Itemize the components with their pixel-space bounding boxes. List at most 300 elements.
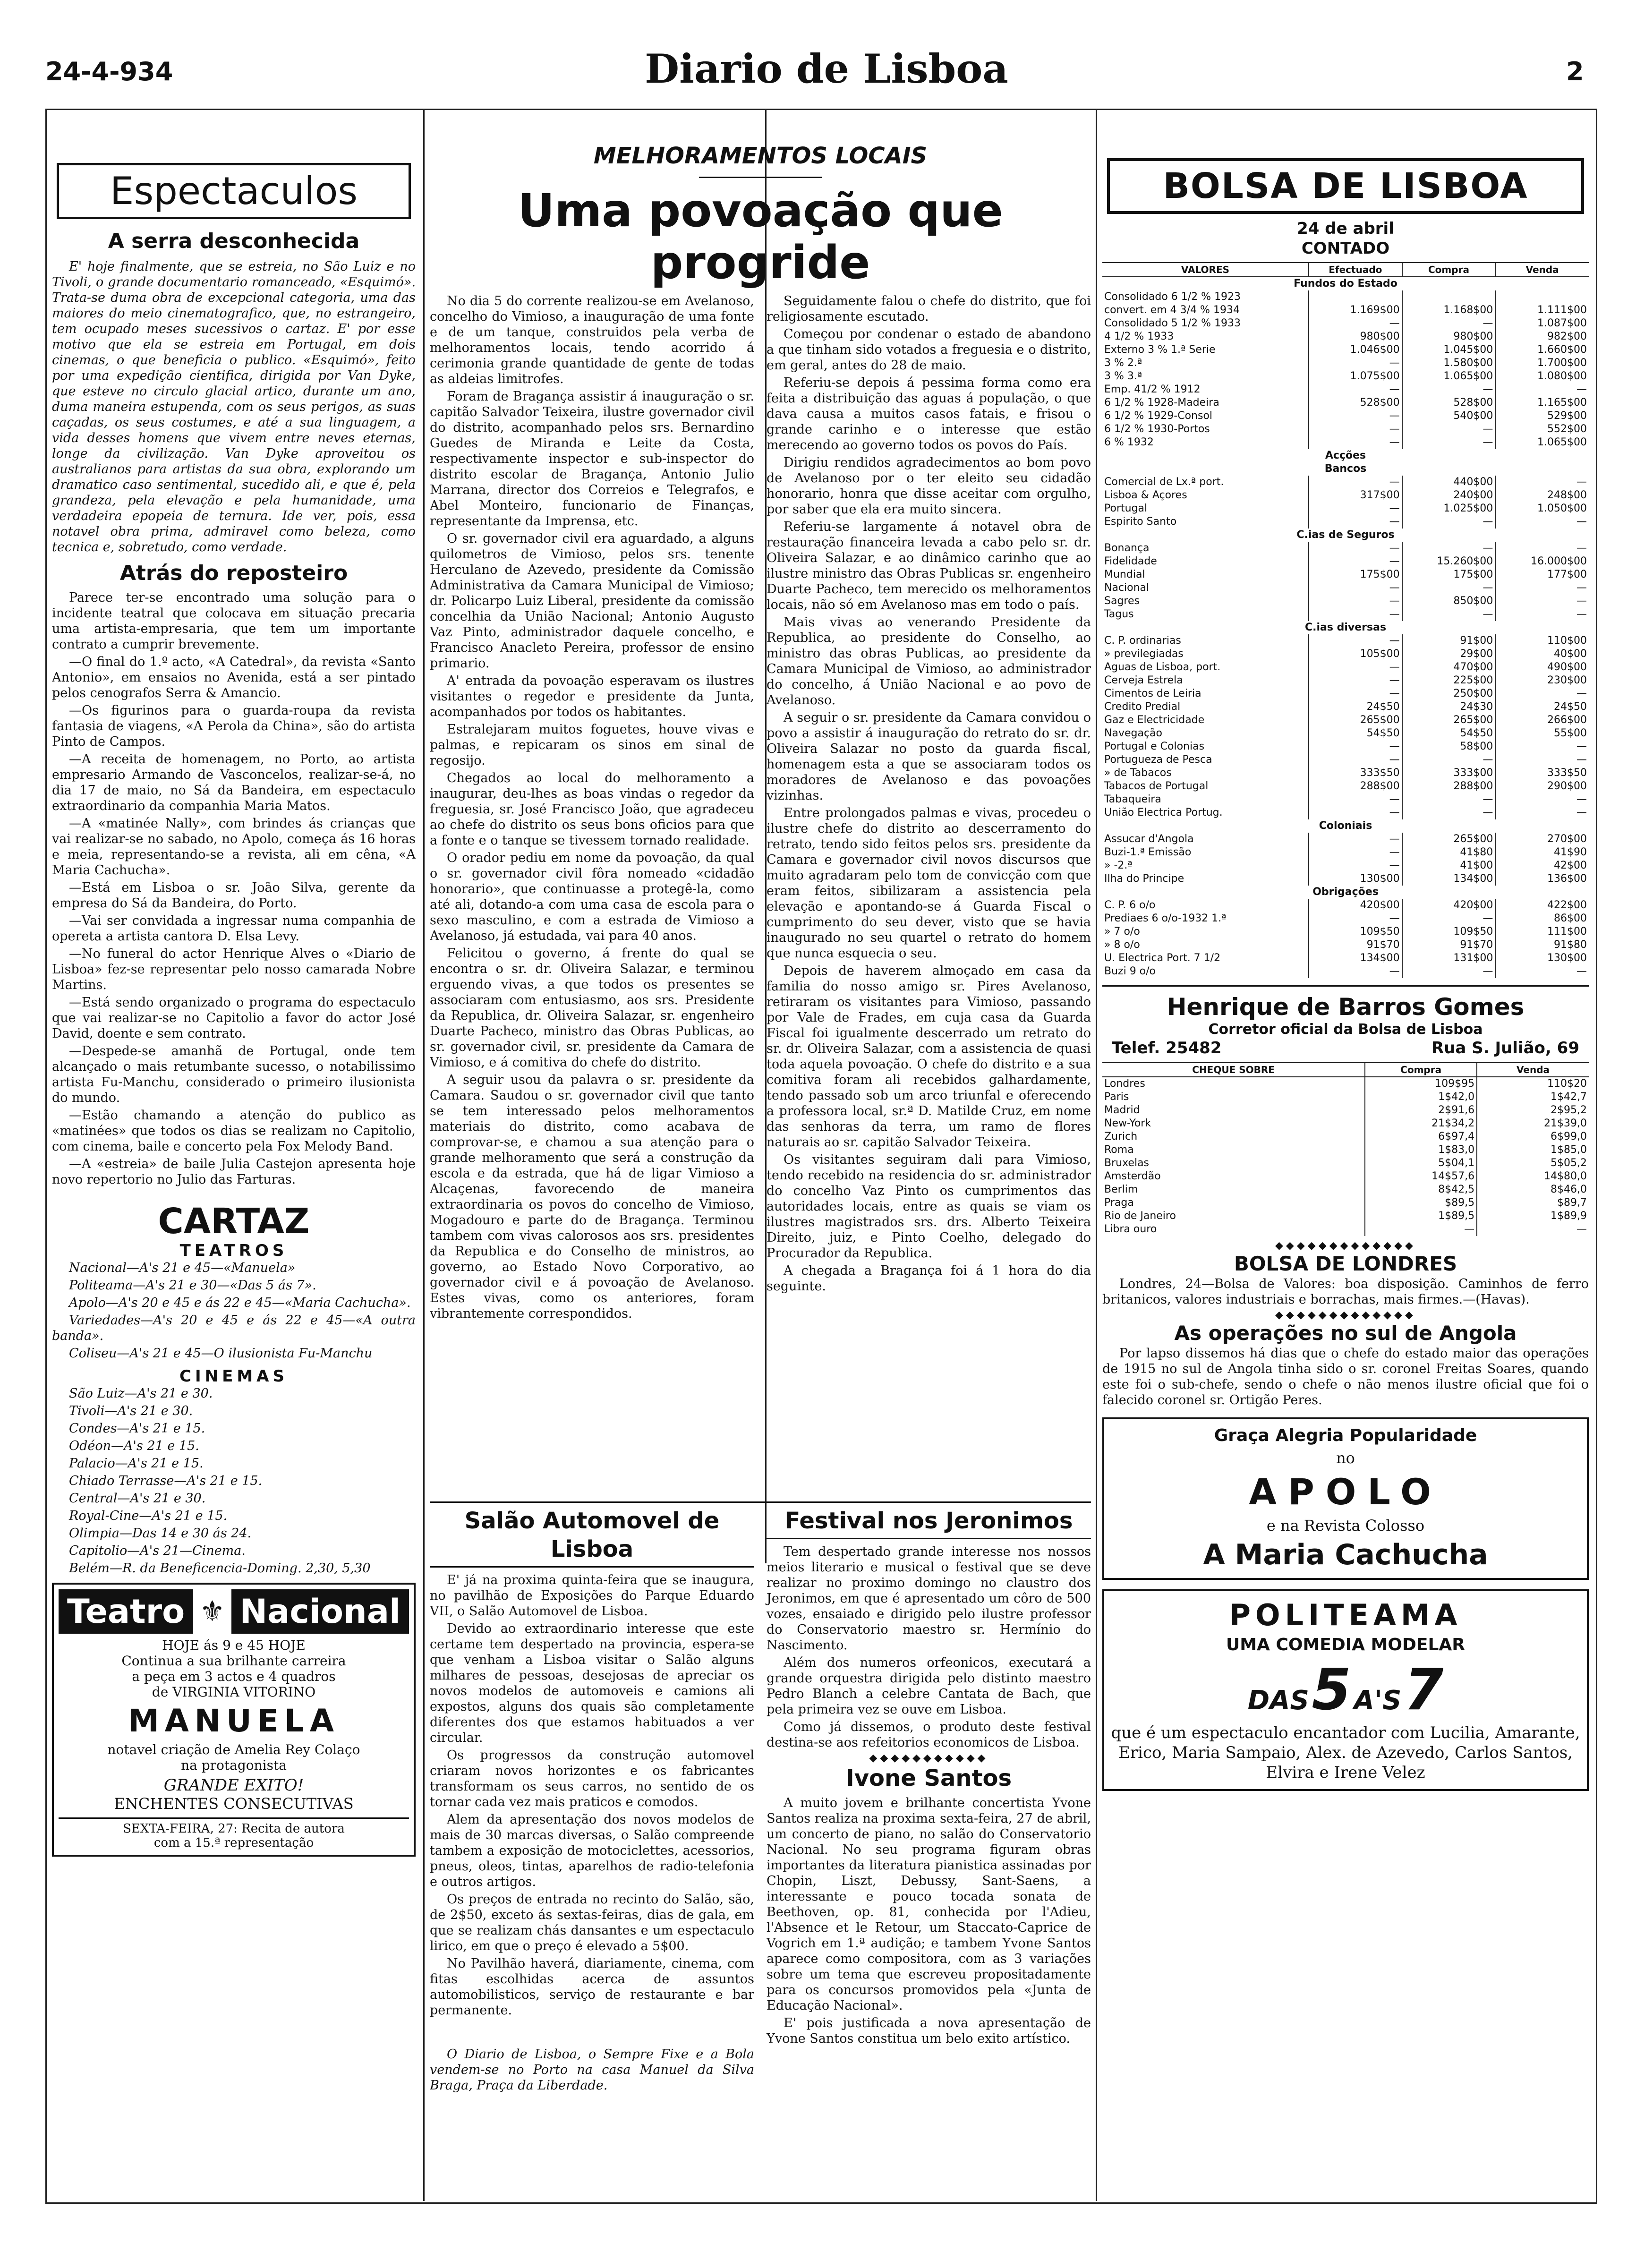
table-row: [1102, 793, 1589, 806]
section-title: Coloniais: [1319, 820, 1372, 832]
kicker: MELHORAMENTOS LOCAIS: [593, 143, 928, 169]
row-value: 5$05,2: [1477, 1157, 1589, 1170]
divider: [1102, 985, 1589, 987]
row-value: —: [1402, 912, 1496, 925]
row-label: Lisboa & Açores: [1104, 489, 1187, 501]
issue-date: 24-4-934: [45, 57, 173, 86]
ad-line: SEXTA-FEIRA, 27: Recita de autora: [59, 1817, 409, 1836]
row-value: 1$42,7: [1477, 1091, 1589, 1104]
corretor-sub: Corretor oficial da Bolsa de Lisboa: [1208, 1021, 1483, 1038]
row-value: 105$00: [1309, 648, 1402, 661]
row-value: 131$00: [1402, 952, 1496, 965]
paragraph: Capitolio—A's 21—Cinema.: [69, 1543, 246, 1558]
table-row: [1102, 938, 1589, 952]
table-row: [1102, 661, 1589, 674]
row-label: 6 1/2 % 1930-Portos: [1104, 423, 1210, 435]
row-value: 265$00: [1402, 833, 1496, 846]
row-value: 1$89,5: [1365, 1210, 1477, 1223]
row-value: 1.065$00: [1495, 436, 1589, 449]
table-row: [1102, 502, 1589, 515]
ad-nacional: Nacional: [231, 1589, 409, 1634]
row-label: » previlegiadas: [1104, 648, 1184, 660]
row-value: —: [1309, 317, 1402, 330]
row-value: 980$00: [1309, 330, 1402, 343]
paragraph: São Luiz—A's 21 e 30.: [69, 1386, 213, 1401]
paragraph: Royal-Cine—A's 21 e 15.: [69, 1509, 228, 1523]
row-value: 24$50: [1309, 700, 1402, 714]
row-label: » -2.ª: [1104, 860, 1133, 871]
table-row: [1102, 370, 1589, 383]
row-label: Gaz e Electricidade: [1104, 714, 1205, 726]
table-row: [1102, 1077, 1589, 1091]
table-row: [1102, 833, 1589, 846]
apolo-ad: [1102, 1417, 1589, 1580]
row-value: 1.045$00: [1402, 343, 1496, 357]
row-value: —: [1309, 965, 1402, 978]
row-value: [1309, 290, 1402, 304]
paragraph: A seguir o sr. presidente da Camara convidou o povo a assistir á inauguração do retrato do sr. dr. Oliveira Salazar no posto da guarda fiscal, homenagem esta a que se associaram todos os moradores de Avelanoso e das povoações vizinhas.: [767, 710, 1091, 803]
row-label: Fidelidade: [1104, 555, 1157, 567]
row-label: 4 1/2 % 1933: [1104, 331, 1174, 342]
table-row: [1102, 714, 1589, 727]
row-value: —: [1309, 846, 1402, 859]
article-col-a: [430, 293, 754, 1498]
row-value: 1.087$00: [1495, 317, 1589, 330]
paragraph: —A «matinée Nally», com brindes ás crianças que vai realizar-se no sabado, no Apolo, começa ás 16 horas e meia, representando-se a revista, ali em cêna, «A Maria Cachucha».: [52, 816, 416, 878]
row-label: Assucar d'Angola: [1104, 833, 1194, 845]
row-value: 980$00: [1402, 330, 1496, 343]
row-label: C. P. 6 o/o: [1104, 899, 1156, 911]
paragraph: Seguidamente falou o chefe do distrito, que foi religiosamente escutado.: [767, 294, 1091, 324]
row-value: 16.000$00: [1495, 555, 1589, 568]
paragraph: Belém—R. da Beneficencia-Doming. 2,30, 5,30: [69, 1561, 371, 1576]
row-value: 91$70: [1402, 938, 1496, 952]
row-value: 265$00: [1309, 714, 1402, 727]
row-label: Amsterdão: [1104, 1170, 1161, 1182]
row-value: 21$39,0: [1477, 1117, 1589, 1130]
column-rule: [1096, 109, 1097, 2201]
row-value: —: [1309, 595, 1402, 608]
row-value: 110$00: [1495, 634, 1589, 648]
row-label: convert. em 4 3/4 % 1934: [1104, 304, 1240, 316]
paragraph: —Os figurinos para o guarda-roupa da revista fantasia de viagens, «A Perola da China», são do artista Pinto de Campos.: [52, 703, 416, 749]
salao-article: [430, 1507, 754, 2095]
paragraph: —A «estreia» de baile Julia Castejon apresenta hoje novo repertorio no Julio das Farturas.: [52, 1157, 416, 1187]
section-title: Acções: [1325, 450, 1366, 461]
table-row: [1102, 1196, 1589, 1210]
ad-line: que é um espectaculo encantador com Lucilia, Amarante, Erico, Maria Sampaio, Alex. de Azevedo, Carlos Santos, Elvira e Irene Velez: [1111, 1723, 1580, 1782]
row-label: Prediaes 6 o/o-1932 1.ª: [1104, 912, 1227, 924]
row-value: —: [1402, 608, 1496, 621]
paragraph: Olimpia—Das 14 e 30 ás 24.: [69, 1526, 252, 1541]
row-value: —: [1495, 595, 1589, 608]
table-row: [1102, 357, 1589, 370]
row-label: Comercial de Lx.ª port.: [1104, 476, 1224, 488]
table-row: [1102, 1091, 1589, 1104]
paragraph: Começou por condenar o estado de abandono a que tinham sido votados a freguesia e o distrito, em geral, antes do 28 de maio.: [767, 327, 1091, 373]
row-value: —: [1495, 806, 1589, 819]
row-value: 230$00: [1495, 674, 1589, 687]
row-value: —: [1495, 476, 1589, 489]
paragraph: Mais vivas ao venerando Presidente da Republica, ao presidente do Conselho, ao ministro das obras Publicas, ao presidente da Camara Municipal de Vimioso, ao administrador do concelho, á União Nacional e ao povo de Avelanoso.: [767, 615, 1091, 708]
column-header: Venda: [1477, 1063, 1589, 1077]
row-label: Zurich: [1104, 1131, 1138, 1143]
row-value: 42$00: [1495, 859, 1589, 872]
row-value: [1495, 290, 1589, 304]
row-value: —: [1402, 436, 1496, 449]
row-label: New-York: [1104, 1117, 1151, 1129]
paragraph: —Está em Lisboa o sr. João Silva, gerente da empresa do Sá da Bandeira, do Porto.: [52, 880, 416, 911]
section-title: Obrigações: [1312, 886, 1379, 898]
row-value: 240$00: [1402, 489, 1496, 502]
row-value: 225$00: [1402, 674, 1496, 687]
row-value: 248$00: [1495, 489, 1589, 502]
article-body: [767, 1795, 1091, 2046]
row-value: —: [1309, 383, 1402, 396]
table-row: [1102, 674, 1589, 687]
row-value: 6$99,0: [1477, 1130, 1589, 1143]
row-value: 1.080$00: [1495, 370, 1589, 383]
table-row: [1102, 1157, 1589, 1170]
row-value: 1$85,0: [1477, 1143, 1589, 1157]
row-value: —: [1309, 740, 1402, 753]
paragraph: A' entrada da povoação esperavam os ilustres visitantes o regedor e presidente da Junta, acompanhados por todos os habitantes.: [430, 674, 754, 719]
paragraph: Chegados ao local do melhoramento a inaugurar, deu-lhes as boas vindas o regedor da freguesia, sr. José Francisco João, que agradeceu ao chefe do distrito os seus bons oficios para que a fonte e o tanque se tivessem tornado realidade.: [430, 771, 754, 848]
row-value: 1.169$00: [1309, 304, 1402, 317]
row-value: —: [1309, 436, 1402, 449]
row-value: 58$00: [1402, 740, 1496, 753]
row-value: —: [1402, 793, 1496, 806]
londres-text: Londres, 24—Bolsa de Valores: boa disposição. Caminhos de ferro britanicos, valores industriais e borrachas, mais firmes.—(Havas).: [1102, 1277, 1589, 1307]
row-label: Navegação: [1104, 727, 1162, 739]
row-value: —: [1309, 859, 1402, 872]
row-value: 14$57,6: [1365, 1170, 1477, 1183]
row-value: 55$00: [1495, 727, 1589, 740]
row-value: 15.260$00: [1402, 555, 1496, 568]
row-value: —: [1309, 687, 1402, 700]
article-columns: [430, 293, 1091, 1498]
row-value: —: [1309, 515, 1402, 529]
row-label: Buzi-1.ª Emissão: [1104, 846, 1192, 858]
paragraph: E' pois justificada a nova apresentação de Yvone Santos constitua um belo exito artístico.: [767, 2016, 1091, 2046]
row-label: 6 1/2 % 1929-Consol: [1104, 410, 1213, 422]
ad-word: DAS: [1247, 1685, 1309, 1716]
paragraph: Nacional—A's 21 e 45—«Manuela»: [69, 1261, 296, 1275]
corretor-contacts: [1102, 1039, 1589, 1057]
row-label: » 7 o/o: [1104, 926, 1140, 938]
ad-line: com a 15.ª representação: [153, 1836, 314, 1850]
table-row: [1102, 409, 1589, 423]
paragraph: —O final do 1.º acto, «A Catedral», da revista «Santo Antonio», em ensaios no Avenida, está a ser pintado pelos cenografos Serra & Amancio.: [52, 655, 416, 700]
row-value: —: [1402, 542, 1496, 555]
row-value: —: [1495, 608, 1589, 621]
cheque-table: [1102, 1062, 1589, 1236]
table-row: [1102, 648, 1589, 661]
table-row: [1102, 423, 1589, 436]
paragraph: Politeama—A's 21 e 30—«Das 5 ás 7».: [69, 1278, 316, 1293]
row-value: 109$50: [1402, 925, 1496, 938]
article-text: E' hoje finalmente, que se estreia, no São Luiz e no Tivoli, o grande documentario romanceado, «Esquimó». Trata-se duma obra de excepcional categoria, uma das maiores do meio cinematografico, que, no estrangeiro, tem ocupado meses sucessivos o cartaz. E' por esse motivo que ela se estreia em Portugal, em dois cinemas, o que beneficia o publico. «Esquimó», feito por uma expedição cientifica, dirigida por Van Dyke, que esteve no circulo glacial artico, durante um ano, duma maneira estupenda, com os seus perigos, as suas caçadas, os seus costumes, e até a sua linguagem, a vida desses homens que vivem entre neves eternas, longe da civilização. Van Dyke aproveitou os australianos para artistas da sua obra, explorando um dramatico caso sentimental, sucedido ali, e que é, pela grandeza, pela elevação e pela humanidade, uma verdadeira epopeia de ternura. Ide ver, pois, essa notavel obra prima, admiravel como beleza, como tecnica e, sobretudo, como verdade.: [52, 259, 416, 554]
row-label: Mundial: [1104, 569, 1145, 580]
festival-article: [767, 1507, 1091, 2095]
ad-number: 7: [1404, 1657, 1444, 1723]
row-value: —: [1402, 806, 1496, 819]
ad-title: MANUELA: [128, 1703, 340, 1739]
row-value: 1$83,0: [1365, 1143, 1477, 1157]
column-center: [430, 118, 1091, 2191]
row-value: —: [1309, 423, 1402, 436]
row-value: —: [1495, 542, 1589, 555]
row-value: —: [1402, 965, 1496, 978]
paragraph: Além dos numeros orfeonicos, executará a grande orquestra dirigida pelo distinto maestro Pedro Blanch a celebre Cantata de Bach, que pela primeira vez se ouve em Lisboa.: [767, 1655, 1091, 1717]
table-row: [1102, 740, 1589, 753]
row-value: 1.660$00: [1495, 343, 1589, 357]
angola-title: As operações no sul de Angola: [1174, 1322, 1517, 1345]
table-row: [1102, 634, 1589, 648]
teatros-list: [52, 1260, 416, 1361]
row-label: 3 % 2.ª: [1104, 357, 1142, 369]
paragraph: Devido ao extraordinario interesse que este certame tem despertado na provincia, espera-se que venham a Lisboa visitar o Salão alguns milhares de pessoas, desejosas de apreciar os novos modelos de automoveis e camions ali expostos, alguns dos quais são completamente diferentes dos que estamos habituados a ver circular.: [430, 1621, 754, 1745]
paragraph: Felicitou o governo, á frente do qual se encontra o sr. dr. Oliveira Salazar, e terminou erguendo vivas, a que todos os presentes se associaram com entusiasmo, aos srs. Presidente da Republica, dr. Oliveira Salazar, sr. engenheiro Duarte Pacheco, ministro das Obras Publicas, ao sr. governador civil, sr. presidente da Camara de Vimioso, e á comitiva do chefe do distrito.: [430, 946, 754, 1070]
row-value: —: [1495, 687, 1589, 700]
paragraph: Referiu-se largamente á notavel obra de restauração financeira levada a cabo pelo sr. dr. Oliveira Salazar, e ao dinâmico carinho que ao ilustre ministro das Obras Publicas sr. engenheiro Duarte Pacheco, tem merecido os melhoramentos locais, não só em Avelanoso mas em todo o país.: [767, 520, 1091, 612]
table-row: [1102, 872, 1589, 886]
lower-articles: [430, 1507, 1091, 2095]
teatros-title: TEATROS: [179, 1241, 288, 1260]
row-value: —: [1402, 317, 1496, 330]
paragraph: Os visitantes seguiram dali para Vimioso, tendo recebido na residencia do sr. administrador do concelho Vaz Pinto os cumprimentos das autoridades locais, entre as quais se viam os ilustres magistrados srs. drs. Alberto Teixeira Direito, juiz, e Pinto Coelho, delegado do Procurador da Republica.: [767, 1152, 1091, 1261]
row-value: —: [1495, 383, 1589, 396]
row-value: 265$00: [1402, 714, 1496, 727]
politeama-ad: [1102, 1589, 1589, 1791]
column-header: Compra: [1402, 263, 1496, 277]
table-row: [1102, 304, 1589, 317]
row-label: 3 % 3.ª: [1104, 370, 1142, 382]
table-row: [1102, 965, 1589, 978]
row-value: 24$50: [1495, 700, 1589, 714]
row-label: U. Electrica Port. 7 1/2: [1104, 952, 1221, 964]
row-value: 250$00: [1402, 687, 1496, 700]
article-title: Atrás do reposteiro: [119, 561, 348, 585]
row-value: 1$42,0: [1365, 1091, 1477, 1104]
section-title: C.ias de Seguros: [1296, 529, 1395, 541]
row-value: —: [1402, 753, 1496, 767]
row-value: 317$00: [1309, 489, 1402, 502]
section-title: C.ias diversas: [1304, 622, 1387, 633]
row-value: 6$97,4: [1365, 1130, 1477, 1143]
row-label: Cimentos de Leiria: [1104, 688, 1201, 699]
bolsa-contado: CONTADO: [1301, 239, 1390, 258]
row-value: 110$20: [1477, 1077, 1589, 1091]
ad-line: HOJE ás 9 e 45 HOJE: [162, 1637, 306, 1653]
masthead: Diario de Lisboa: [645, 45, 1008, 92]
paragraph: No Pavilhão haverá, diariamente, cinema, com fitas escolhidas acerca de assuntos automobilisticos, serviço de restaurante e bar permanente.: [430, 1956, 754, 2018]
row-label: Cerveja Estrela: [1104, 674, 1183, 686]
cinemas-list: [52, 1386, 416, 1576]
row-value: —: [1495, 965, 1589, 978]
paragraph: Referiu-se depois á pessima forma como era feita a distribuição das aguas á população, o que dava causa a muitos casos fatais, e frisou o grande carinho e o interesse que estão merecendo ao governo todos os povos do País.: [767, 375, 1091, 452]
row-label: Ilha do Principe: [1104, 873, 1184, 885]
row-value: 109$50: [1309, 925, 1402, 938]
table-row: [1102, 515, 1589, 529]
crest-icon: ⚜: [199, 1595, 225, 1628]
row-value: 2$91,6: [1365, 1104, 1477, 1117]
row-value: 982$00: [1495, 330, 1589, 343]
paragraph: Variedades—A's 20 e 45 e ás 22 e 45—«A outra banda».: [52, 1313, 416, 1343]
teatro-nacional-ad: [52, 1583, 416, 1857]
row-value: 29$00: [1402, 648, 1496, 661]
ad-teatro: Teatro: [59, 1589, 193, 1634]
paragraph: Dirigiu rendidos agradecimentos ao bom povo de Avelanoso por o ter eleito seu cidadão honorario, honra que disse aceitar com orgulho, por saber que ela era muito sincera.: [767, 455, 1091, 517]
paragraph: No dia 5 do corrente realizou-se em Avelanoso, concelho do Vimioso, a inauguração de uma fonte e de um tanque, construidos pela verba de melhoramentos locais, tendo acorrido á cerimonia grande quantidade de gente de todas as aldeias limitrofes.: [430, 294, 754, 386]
column-header: Venda: [1495, 263, 1589, 277]
row-label: Espirito Santo: [1104, 516, 1177, 528]
row-value: 333$50: [1495, 767, 1589, 780]
paragraph: O sr. governador civil era aguardado, a alguns quilometros de Vimioso, pelos srs. tenente Herculano de Azevedo, presidente da Comissão Administrativa da Camara Municipal de Vimioso; dr. Policarpo Luiz Liberal, presidente da comissão concelhia da União Nacional; Antonio Augusto Vaz Pinto, administrador daquele concelho, e Francisco Anacleto Pereira, professor de ensino primario.: [430, 531, 754, 671]
row-value: —: [1495, 515, 1589, 529]
table-row: [1102, 1117, 1589, 1130]
ad-line: a peça em 3 actos e 4 quadros: [132, 1669, 336, 1684]
row-value: 134$00: [1309, 952, 1402, 965]
row-value: —: [1402, 383, 1496, 396]
row-value: 41$00: [1402, 859, 1496, 872]
paragraph: Tivoli—A's 21 e 30.: [69, 1404, 193, 1418]
ad-line: de VIRGINIA VITORINO: [152, 1684, 316, 1700]
table-row: [1102, 343, 1589, 357]
table-row: [1102, 489, 1589, 502]
row-label: União Electrica Portug.: [1104, 807, 1223, 819]
row-value: 54$50: [1309, 727, 1402, 740]
row-label: Aguas de Lisboa, port.: [1104, 661, 1221, 673]
row-label: Praga: [1104, 1197, 1134, 1209]
table-row: [1102, 1210, 1589, 1223]
row-value: —: [1365, 1223, 1477, 1236]
paragraph: Como já dissemos, o produto deste festival destina-se aos refeitorios economicos de Lisboa.: [767, 1720, 1091, 1750]
row-value: 41$80: [1402, 846, 1496, 859]
row-label: Bruxelas: [1104, 1157, 1150, 1169]
paragraph: Central—A's 21 e 30.: [69, 1491, 206, 1506]
row-value: 91$80: [1495, 938, 1589, 952]
paragraph: Estralejaram muitos foguetes, houve vivas e palmas, e repicaram os sinos em sinal de regosijo.: [430, 722, 754, 768]
row-label: » 8 o/o: [1104, 939, 1140, 951]
table-row: [1102, 542, 1589, 555]
row-value: —: [1309, 409, 1402, 423]
row-value: 333$00: [1402, 767, 1496, 780]
bolsa-table: [1102, 262, 1589, 978]
row-label: Consolidado 6 1/2 % 1923: [1104, 291, 1241, 303]
table-row: [1102, 476, 1589, 489]
row-value: 5$04,1: [1365, 1157, 1477, 1170]
row-label: Tabaqueira: [1104, 793, 1161, 805]
row-value: 1.165$00: [1495, 396, 1589, 409]
paragraph: Entre prolongados palmas e vivas, procedeu o ilustre chefe do distrito ao descerramento do retrato, tendo sido feitos pelos srs. presidente da Camara e governador civil novos discursos que muito agradaram pelo tom de convicção com que eram feitos, sibilizaram a assistencia pela elevação e apontando-se á Guarda Fiscal o cumprimento do seu dever, visto que se havia inaugurado no seu quartel o retrato do homem que nunca esquecia o seu.: [767, 806, 1091, 961]
row-value: 1.046$00: [1309, 343, 1402, 357]
angola-text: Por lapso dissemos há dias que o chefe do estado maior das operações de 1915 no sul de Angola tinha sido o sr. coronel Freitas Soares, quando este foi o sub-chefe, sendo o chefe o não menos ilustre oficial que foi o falecido coronel sr. Ortigão Peres.: [1102, 1346, 1589, 1407]
row-label: 6 1/2 % 1928-Madeira: [1104, 397, 1219, 409]
row-value: 1.111$00: [1495, 304, 1589, 317]
paragraph: —Vai ser convidada a ingressar numa companhia de opereta a artista cantora D. Elsa Levy.: [52, 913, 416, 944]
article-col-b: [767, 293, 1091, 1498]
row-value: —: [1402, 515, 1496, 529]
row-value: —: [1309, 912, 1402, 925]
row-label: Portugal e Colonias: [1104, 741, 1205, 752]
row-value: 1.168$00: [1402, 304, 1496, 317]
table-row: [1102, 1170, 1589, 1183]
paragraph: A muito jovem e brilhante concertista Yvone Santos realiza na proxima sexta-feira, 27 de abril, um concerto de piano, no salão do Conservatorio Nacional. No seu programa figuram obras importantes da literatura pianistica assinadas por Chopin, Liszt, Debussy, Sant-Saens, a interessante e pouco tocada sonata de Beethoven, op. 81, conhecida por l'Adieu, l'Absence et le Retour, um Staccato-Caprice de Vogrich em 1.ª audição; e tambem Yvone Santos aparece como compositora, com as 3 variações sobre um tema que escreveu propositadamente para os concursos promovidos pela «Junta de Educação Nacional».: [767, 1796, 1091, 2013]
row-value: —: [1309, 753, 1402, 767]
article-title: Festival nos Jeronimos: [767, 1507, 1091, 1539]
paragraph: Tem despertado grande interesse nos nossos meios literario e musical o festival que se deve realizar no proximo domingo no claustro dos Jeronimos, em que é apresentado um côro de 500 vozes, ensaiado e dirigido pelo ilustre professor do Conservatorio maestro sr. Hermínio do Nascimento.: [767, 1544, 1091, 1653]
corretor-phone: Telef. 25482: [1112, 1039, 1222, 1057]
row-value: 130$00: [1309, 872, 1402, 886]
row-label: Credito Predial: [1104, 701, 1181, 713]
row-value: —: [1495, 581, 1589, 595]
row-label: Paris: [1104, 1091, 1129, 1103]
ad-big-line: [1111, 1657, 1580, 1723]
ad-line: Graça Alegria Popularidade: [1214, 1426, 1477, 1445]
table-row: [1102, 317, 1589, 330]
row-value: 1.050$00: [1495, 502, 1589, 515]
paragraph: O orador pediu em nome da povoação, da qual o sr. governador civil fôra nomeado «cidadão honorario», que continuasse a protegê-la, como até ali, dotando-a com uma casa de escola para o sexo masculino, e com a estrada de Vimioso a Avelanoso, já estudada, vai para 40 anos.: [430, 851, 754, 943]
row-value: —: [1309, 661, 1402, 674]
row-value: 540$00: [1402, 409, 1496, 423]
paragraph: Odéon—A's 21 e 15.: [69, 1439, 199, 1453]
row-value: [1402, 290, 1496, 304]
table-row: [1102, 806, 1589, 819]
row-value: 175$00: [1402, 568, 1496, 581]
paragraph: Os preços de entrada no recinto do Salão, são, de 2$50, exceto ás sextas-feiras, dias de gala, em que se realizam chás dansantes e um espectaculo lirico, em que o preço é elevado a 5$00.: [430, 1892, 754, 1953]
ad-line: Continua a sua brilhante carreira: [121, 1653, 346, 1669]
table-row: [1102, 859, 1589, 872]
paragraph: —No funeral do actor Henrique Alves o «Diario de Lisboa» fez-se representar pelo nosso camarada Nobre Martins.: [52, 946, 416, 992]
paragraph: —Estão chamando a atenção do publico as «matinées» que todos os dias se realizam no Capitolio, com cinema, baile e concerto pela Fox Melody Band.: [52, 1108, 416, 1154]
table-row: [1102, 436, 1589, 449]
paragraph: E' já na proxima quinta-feira que se inaugura, no pavilhão de Exposições do Parque Eduardo VII, o Salão Automovel de Lisboa.: [430, 1573, 754, 1619]
row-value: 333$50: [1309, 767, 1402, 780]
ad-title: POLITEAMA: [1229, 1598, 1462, 1632]
column-header: Efectuado: [1309, 263, 1402, 277]
table-row: [1102, 899, 1589, 912]
ad-number: 5: [1312, 1657, 1351, 1723]
table-row: [1102, 727, 1589, 740]
table-row: [1102, 780, 1589, 793]
paragraph: Depois de haverem almoçado em casa da familia do nosso amigo sr. Pires Avelanoso, retiraram os visitantes para Vimioso, passando por Vale de Frades, em cuja casa da Guarda Fiscal foi igualmente descerrado um retrato do sr. dr. Oliveira Salazar, com a assistencia de quasi toda aquela povoação. O chefe do distrito e a sua comitiva foram ali recebidos galhardamente, tendo passado sob um arco triunfal e oferecendo a professora local, sr.ª D. Matilde Cruz, em nome das senhoras da terra, um ramo de flores naturais ao sr. capitão Salvador Teixeira.: [767, 963, 1091, 1150]
row-label: Consolidado 5 1/2 % 1933: [1104, 317, 1241, 329]
column-header: Compra: [1365, 1063, 1477, 1077]
row-value: —: [1477, 1223, 1589, 1236]
cinemas-title: CINEMAS: [179, 1367, 288, 1386]
paragraph: A seguir usou da palavra o sr. presidente da Camara. Saudou o sr. governador civil que tanto se tem interessado pelos melhoramentos materiais do distrito, como acabava de comprovar-se, e chamou a sua atenção para o grande melhoramento que será a construção da escola e da estrada, que há de ligar Vimioso a Alcaçenas, favorecendo de maneira extraordinaria os povos do concelho de Vimioso, Mogadouro e parte do de Bragança. Terminou tambem com vivas calorosos aos srs. presidentes da Republica e do Conselho de ministros, ao governo, ao Estado Novo Corporativo, ao governador civil e á povoação de Avelanoso. Estes vivas, como os anteriores, foram vibrantemente correspondidos.: [430, 1073, 754, 1321]
row-value: 422$00: [1495, 899, 1589, 912]
table-row: [1102, 1104, 1589, 1117]
row-value: —: [1309, 833, 1402, 846]
row-value: —: [1495, 793, 1589, 806]
row-value: 91$00: [1402, 634, 1496, 648]
row-label: Buzi 9 o/o: [1104, 965, 1156, 977]
bolsa-date: 24 de abril: [1297, 219, 1394, 238]
row-value: —: [1309, 634, 1402, 648]
ad-title: APOLO: [1249, 1471, 1442, 1513]
paragraph: —Está sendo organizado o programa do espectaculo que vai realizar-se no Capitolio a favor do actor José David, doente e sem contrato.: [52, 995, 416, 1041]
row-label: Portugal: [1104, 503, 1148, 514]
paragraph: A chegada a Bragança foi á 1 hora do dia seguinte.: [767, 1263, 1091, 1294]
row-value: 21$34,2: [1365, 1117, 1477, 1130]
divider: [430, 1501, 1091, 1503]
row-label: Tabacos de Portugal: [1104, 780, 1209, 792]
row-label: Portugueza de Pesca: [1104, 754, 1212, 766]
paragraph: Condes—A's 21 e 15.: [69, 1421, 205, 1436]
table-row: [1102, 912, 1589, 925]
